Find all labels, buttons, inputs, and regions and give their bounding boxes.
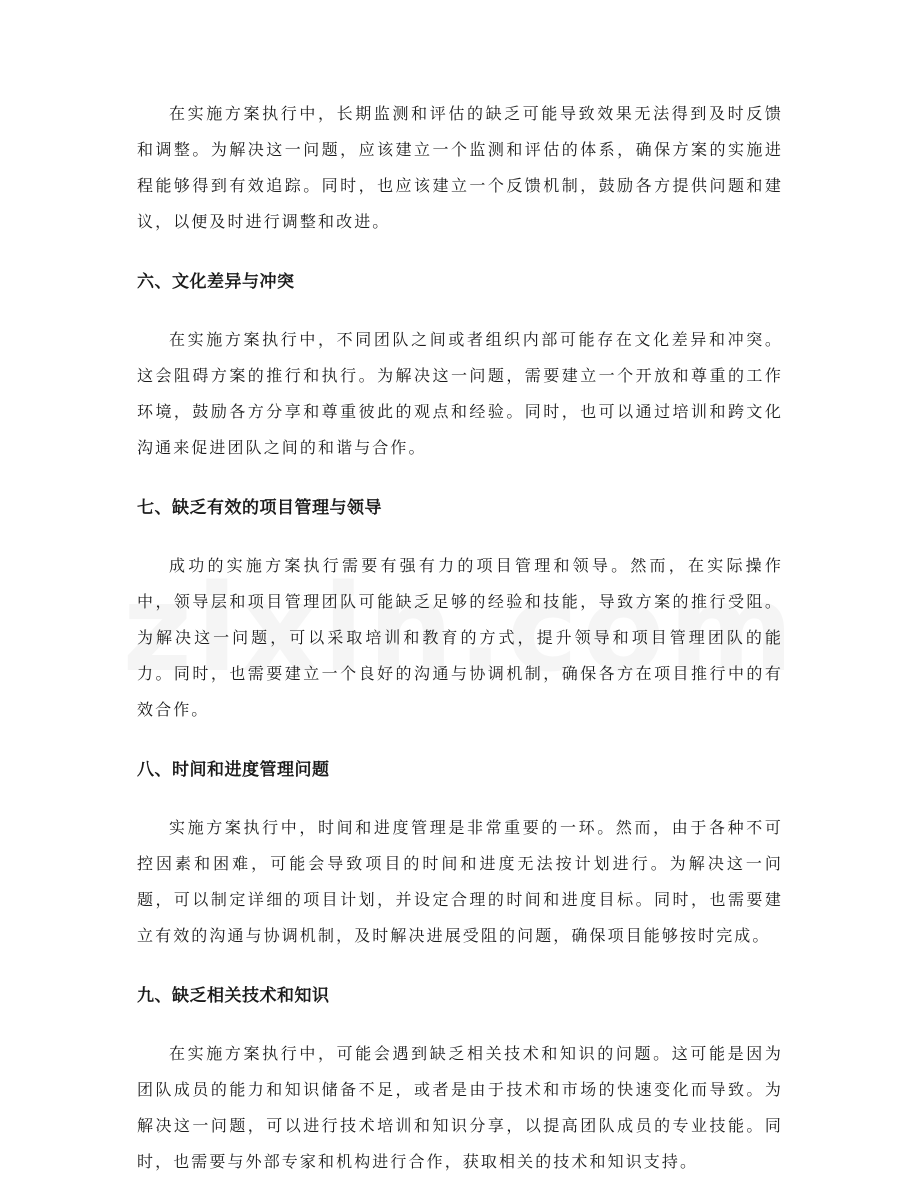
section-paragraph-7: 成功的实施方案执行需要有强有力的项目管理和领导。然而，在实际操作中，领导层和项目管理团队可能缺乏足够的经验和技能，导致方案的推行受阻。为解决这一问题，可以采取培训和教育的方式，提升领导和项目管理团队的能力。同时，也需要建立一个良好的沟通与协调机制，确保各方在项目推行中的有效合作。 <box>137 556 783 719</box>
section-paragraph-9: 在实施方案执行中，可能会遇到缺乏相关技术和知识的问题。这可能是因为团队成员的能力和知识储备不足，或者是由于技术和市场的快速变化而导致。为解决这一问题，可以进行技术培训和知识分享，以提高团队成员的专业技能。同时，也需要与外部专家和机构进行合作，获取相关的技术和知识支持。 <box>137 1044 783 1171</box>
intro-paragraph: 在实施方案执行中，长期监测和评估的缺乏可能导致效果无法得到及时反馈和调整。为解决这一问题，应该建立一个监测和评估的体系，确保方案的实施进程能够得到有效追踪。同时，也应该建立一个反馈机制，鼓励各方提供问题和建议，以便及时进行调整和改进。 <box>137 104 783 231</box>
section-paragraph-8: 实施方案执行中，时间和进度管理是非常重要的一环。然而，由于各种不可控因素和困难，可能会导致项目的时间和进度无法按计划进行。为解决这一问题，可以制定详细的项目计划，并设定合理的时间和进度目标。同时，也需要建立有效的沟通与协调机制，及时解决进展受阻的问题，确保项目能够按时完成。 <box>137 818 783 945</box>
section-heading-7: 七、缺乏有效的项目管理与领导 <box>137 498 382 518</box>
section-heading-8: 八、时间和进度管理问题 <box>137 760 330 780</box>
document-body <box>137 96 783 1180</box>
section-paragraph-6: 在实施方案执行中，不同团队之间或者组织内部可能存在文化差异和冲突。这会阻碍方案的推行和执行。为解决这一问题，需要建立一个开放和尊重的工作环境，鼓励各方分享和尊重彼此的观点和经验。同时，也可以通过培训和跨文化沟通来促进团队之间的和谐与合作。 <box>137 330 783 457</box>
section-heading-6: 六、文化差异与冲突 <box>137 272 295 292</box>
section-heading-9: 九、缺乏相关技术和知识 <box>137 986 330 1006</box>
